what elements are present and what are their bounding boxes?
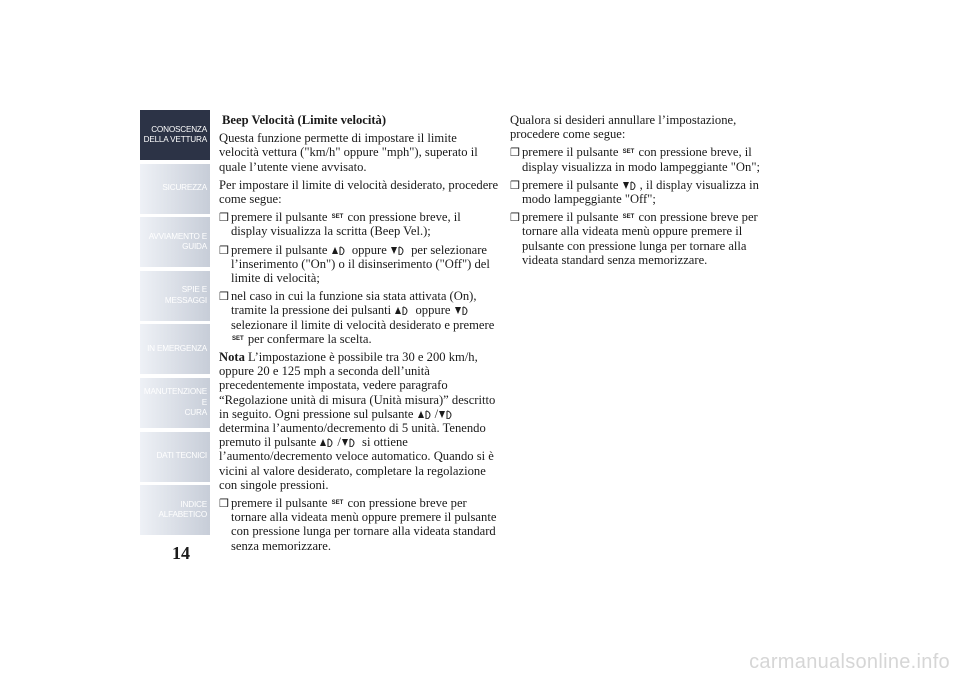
list-item — [510, 145, 785, 173]
set-button-icon: SET — [622, 214, 635, 221]
text: premere il pulsante — [231, 210, 328, 225]
slash: / — [434, 406, 439, 421]
text: L’impostazione è possibile tra 30 e 200 km/h, oppure 20 e 125 mph a seconda dell’unità precedentemente impostata, vedere paragrafo “Regolazione unità di misura (Unità misura)” descritto in seguito. Ogni pressione sul pulsante — [219, 350, 496, 421]
tab-label: CONOSCENZA DELLA VETTURA — [143, 124, 207, 144]
tab-label: IN EMERGENZA — [147, 344, 207, 354]
tab-avviamento-e-guida[interactable] — [140, 217, 210, 267]
tab-conoscenza-della-vettura[interactable] — [140, 110, 210, 160]
paragraph: Per impostare il limite di velocità desiderato, procedere come segue: — [219, 177, 499, 207]
text: per confermare la scelta. — [247, 331, 372, 346]
down-button-icon — [439, 409, 455, 419]
text: selezionare il limite di velocità desiderato e premere — [231, 317, 495, 332]
text: premere il pulsante — [231, 496, 328, 511]
set-button-icon: SET — [331, 500, 344, 507]
tab-label: MANUTENZIONE E CURA — [143, 387, 207, 418]
watermark: carmanualsonline.info — [749, 651, 950, 673]
tab-label: AVVIAMENTO E GUIDA — [148, 231, 207, 252]
list-item — [219, 289, 499, 346]
list-item — [219, 210, 499, 238]
text: determina l’aumento/decremento di 5 unità. Tenendo premuto il pulsante — [219, 421, 486, 450]
text: premere il pulsante — [522, 210, 619, 225]
paragraph: Questa funzione permette di impostare il limite velocità vettura ("km/h" oppure "mph"), superato il quale l’utente viene avvisato. — [219, 131, 478, 174]
tab-sicurezza[interactable] — [140, 164, 210, 214]
text: premere il pulsante — [522, 177, 619, 192]
checkbox-bullet-icon: ❒ — [510, 147, 520, 160]
tab-manutenzione-e-cura[interactable] — [140, 378, 210, 428]
text: premere il pulsante — [231, 242, 328, 257]
up-button-icon — [395, 305, 411, 315]
tab-label: SPIE E MESSAGGI — [164, 285, 207, 305]
set-button-icon: SET — [232, 335, 244, 342]
up-button-icon — [320, 437, 336, 447]
section-heading: Beep Velocità (Limite velocità) — [222, 113, 387, 127]
checkbox-bullet-icon: ❒ — [219, 291, 229, 304]
tab-in-emergenza[interactable] — [140, 324, 210, 374]
slash: / — [337, 435, 341, 450]
down-button-icon — [342, 437, 358, 447]
text: premere il pulsante — [522, 145, 619, 160]
list-item — [219, 496, 499, 553]
set-button-icon: SET — [331, 214, 344, 221]
text-column-left — [219, 113, 499, 557]
chapter-tabs — [140, 110, 210, 539]
list-item — [510, 210, 785, 267]
tab-label: INDICE ALFABETICO — [158, 499, 207, 520]
text: con pressione breve per tornare alla videata menù oppure premere il pulsante con pressione lunga per tornare alla videata standard senza memorizzare. — [522, 210, 758, 267]
text: si ottiene l’aumento/decremento veloce automatico. Quando si è vicini al valore desiderato, completare la regolazione con singole pressioni. — [219, 435, 494, 492]
checkbox-bullet-icon: ❒ — [219, 244, 229, 257]
checkbox-bullet-icon: ❒ — [510, 212, 520, 225]
up-button-icon — [332, 245, 348, 255]
text-column-right — [510, 113, 785, 271]
list-item — [219, 243, 499, 286]
note-paragraph — [219, 350, 499, 492]
down-button-icon — [391, 245, 407, 255]
checkbox-bullet-icon: ❒ — [219, 498, 229, 511]
checkbox-bullet-icon: ❒ — [219, 212, 229, 225]
text: per selezionare l’inserimento ("On") o il disinserimento ("Off") del limite di velocità; — [231, 242, 490, 286]
text: con pressione breve, il display visualizza in modo lampeggiante "On"; — [522, 145, 760, 174]
page-number: 14 — [172, 543, 190, 563]
text: , il display visualizza in modo lampeggiante "Off"; — [522, 177, 759, 207]
paragraph: Qualora si desideri annullare l’impostazione, procedere come segue: — [510, 113, 737, 142]
note-label: Nota — [219, 350, 245, 365]
text: nel caso in cui la funzione sia stata attivata (On), tramite la pressione dei pulsanti — [231, 289, 477, 318]
text: oppure — [351, 242, 387, 257]
checkbox-bullet-icon: ❒ — [510, 179, 520, 192]
tab-label: DATI TECNICI — [156, 451, 207, 461]
text: con pressione breve per tornare alla videata menù oppure premere il pulsante con pressione lunga per tornare alla videata standard senza memorizzare. — [231, 496, 497, 553]
tab-dati-tecnici[interactable] — [140, 432, 210, 482]
up-button-icon — [418, 409, 434, 419]
down-button-icon — [623, 180, 639, 190]
text: oppure — [415, 303, 451, 318]
text: con pressione breve, il display visualizza la scritta (Beep Vel.); — [231, 210, 461, 239]
set-button-icon: SET — [622, 149, 635, 156]
tab-spie-e-messaggi[interactable] — [140, 271, 210, 321]
tab-label: SICUREZZA — [162, 183, 207, 193]
tab-indice-alfabetico[interactable] — [140, 485, 210, 535]
down-button-icon — [455, 305, 471, 315]
list-item — [510, 178, 785, 206]
